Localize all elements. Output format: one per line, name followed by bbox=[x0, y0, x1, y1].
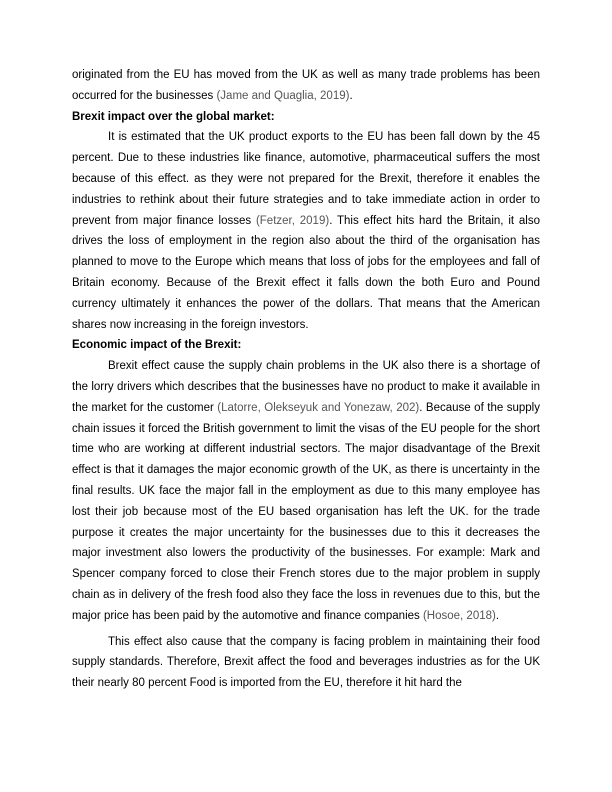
economic-impact-text-middle: . Because of the supply chain issues it forced the British government to limit the visas of the EU people for the short time who are working at different industrial sectors. The major disadvantage of the Brexit effect is that it damages the major economic growth of the UK, as there is uncertainty in the final results. UK face the major fall in the employment as due to this many employee has lost their job because most of the EU based organisation has left the UK. for the trade purpose it creates the major uncertainty for the businesses due to this it decreases the major investment also lowers the productivity of the businesses. For example: Mark and Spencer company forced to close their French stores due to the major problem in supply chain as in delivery of the fresh food also they face the loss in revenues due to this, but the major price has been paid by the automotive and finance companies bbox=[72, 401, 540, 622]
section-heading-economic-impact: Economic impact of the Brexit: bbox=[72, 339, 242, 352]
economic-impact-text-after: . bbox=[495, 609, 500, 622]
global-market-text-after: . This effect hits hard the Britain, it also drives the loss of employment in the region also about the third of the organisation has planned to move to the Europe which means that loss of jobs for the employees and fall of Britain economy. Because of the Brexit effect it falls down the both Euro and Pound currency ultimately it enhances the power of the dollars. That means that the American shares now increasing in the foreign investors. bbox=[72, 214, 540, 331]
document-page bbox=[72, 65, 540, 694]
intro-paragraph-tail: . bbox=[349, 89, 353, 102]
food-supply-paragraph: This effect also cause that the company is facing problem in maintaining their food supply standards. Therefore, Brexit affect the food and beverages industries as for the UK their nearly 80 percent Food is imported from the EU, therefore it hit hard the bbox=[72, 635, 540, 690]
intro-paragraph-text: originated from the EU has moved from the UK as well as many trade problems has been occurred for the businesses bbox=[72, 69, 540, 102]
section-heading-global-market: Brexit impact over the global market: bbox=[72, 110, 275, 123]
global-market-paragraph bbox=[72, 127, 540, 335]
citation-latorre: (Latorre, Olekseyuk and Yonezaw, 202) bbox=[217, 401, 420, 414]
economic-impact-text-before: Brexit effect cause the supply chain problems in the UK also there is a shortage of the lorry drivers which describes that the businesses have no product to make it available in the market for the customer bbox=[72, 360, 540, 414]
citation-fetzer: (Fetzer, 2019) bbox=[255, 214, 330, 227]
global-market-text-before: It is estimated that the UK product exports to the EU has been fall down by the 45 percent. Due to these industries like finance, automotive, pharmaceutical suffers the most because of this effect. as they were not prepared for the Brexit, therefore it enables the industries to rethink about their future strategies and to take immediate action in order to prevent from major finance losses bbox=[72, 131, 540, 227]
citation-hosoe: (Hosoe, 2018) bbox=[422, 609, 496, 622]
citation-jame-quaglia: (Jame and Quaglia, 2019) bbox=[216, 89, 350, 102]
intro-paragraph bbox=[72, 65, 540, 107]
economic-impact-paragraph bbox=[72, 356, 540, 626]
